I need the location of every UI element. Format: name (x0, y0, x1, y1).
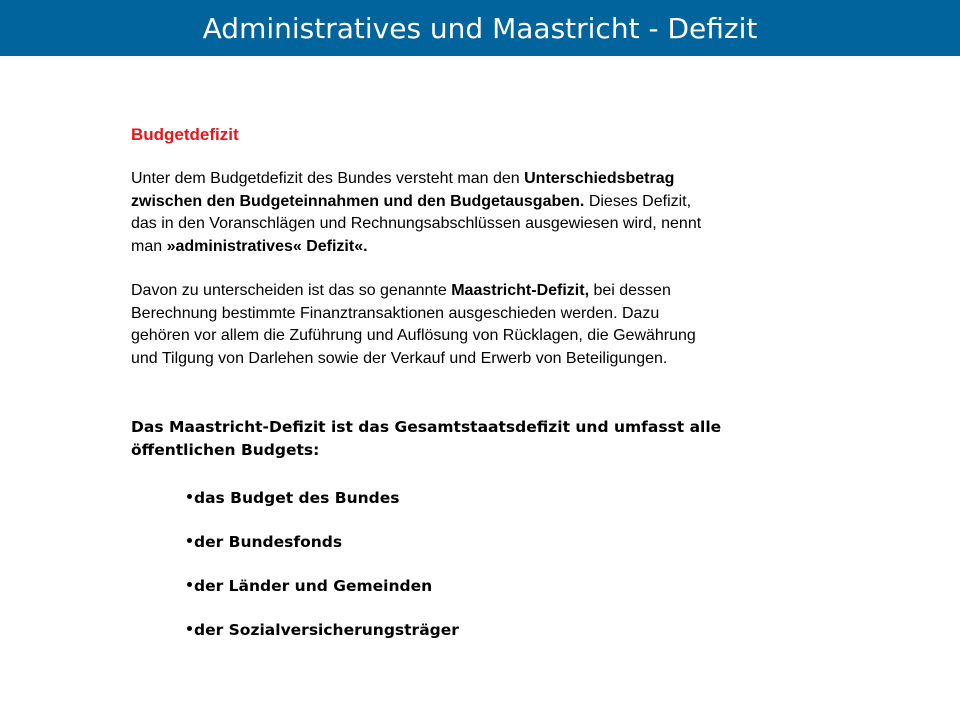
text-run: gehören vor allem die Zuführung und Auflösung von Rücklagen, die Gewährung (131, 327, 696, 344)
paragraph-budgetdefizit (131, 168, 811, 258)
bold-text-run: zwischen den Budgeteinnahmen und den Budgetausgaben. (131, 192, 585, 210)
list-item (187, 531, 459, 553)
text-run: Unter dem Budgetdefizit des Bundes versteht man den (131, 170, 525, 187)
bold-text-run: Unterschiedsbetrag (524, 170, 675, 187)
summary-line: öffentlichen Budgets: (131, 441, 320, 459)
summary-line: Das Maastricht-Defizit ist das Gesamtstaatsdefizit und umfasst alle (131, 418, 722, 436)
list-item-label: das Budget des Bundes (194, 489, 400, 507)
paragraph-line (131, 325, 811, 348)
bullet-icon (187, 538, 192, 543)
maastricht-summary (131, 416, 811, 462)
section-heading-budgetdefizit: Budgetdefizit (131, 125, 239, 144)
paragraph-line (131, 213, 811, 236)
budgets-list (187, 487, 459, 663)
text-run: Dieses Defizit, (584, 192, 692, 210)
slide-title: Administratives und Maastricht - Defizit (202, 11, 758, 45)
bullet-icon (187, 626, 192, 631)
list-item-label: der Länder und Gemeinden (194, 577, 433, 595)
bold-text-run: »administratives« Defizit«. (166, 237, 368, 255)
paragraph-line (131, 236, 811, 259)
title-bar (0, 0, 960, 56)
paragraph-line (131, 168, 811, 191)
text-run: und Tilgung von Darlehen sowie der Verkauf und Erwerb von Beteiligungen. (131, 349, 668, 367)
paragraph-line (131, 303, 811, 326)
list-item (187, 575, 459, 597)
list-item-label: der Bundesfonds (194, 533, 343, 551)
slide-content (131, 124, 811, 462)
list-item (187, 487, 459, 509)
list-item (187, 619, 459, 641)
paragraph-line (131, 191, 811, 214)
text-run: Davon zu unterscheiden ist das so genannte (131, 282, 452, 299)
paragraph-maastricht-defizit (131, 280, 811, 370)
paragraph-line (131, 348, 811, 371)
bullet-icon (187, 494, 192, 499)
bold-text-run: Maastricht-Defizit, (451, 282, 590, 299)
text-run: Berechnung bestimmte Finanztransaktionen ausgeschieden werden. Dazu (131, 304, 660, 322)
text-run: man (131, 237, 167, 255)
text-run: bei dessen (589, 282, 671, 299)
list-item-label: der Sozialversicherungsträger (194, 621, 459, 639)
bullet-icon (187, 582, 192, 587)
paragraph-line (131, 280, 811, 303)
text-run: das in den Voranschlägen und Rechnungsabschlüssen ausgewiesen wird, nennt (131, 215, 702, 232)
